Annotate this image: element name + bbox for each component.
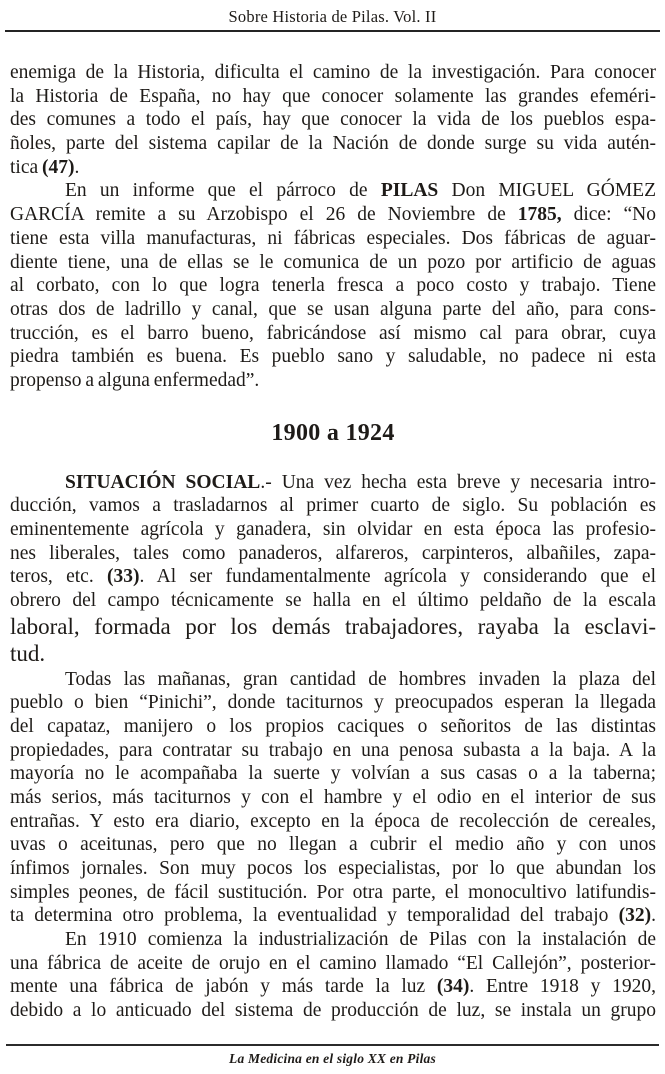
text-line (10, 589, 656, 613)
body-text: pueblo o bien “Pinichi”, donde taciturnos y preocupados esperan la llegada (10, 692, 656, 714)
text-line (10, 810, 656, 834)
text-line (10, 691, 656, 715)
body-text: diente tiene, una de ellas se le comunica de un pozo por artificio de aguas (10, 251, 656, 273)
body-text: eminentemente agrícola y ganadera, sin olvidar en esta época las profesio- (10, 519, 656, 540)
running-footer-caption: La Medicina en el siglo XX en Pilas (229, 1051, 436, 1066)
text-line (10, 251, 656, 275)
text-line (10, 668, 656, 692)
body-text: ñoles, parte del sistema capilar de la Nación de donde surge su vida autén- (10, 133, 656, 155)
running-header-title: Sobre Historia de Pilas. Vol. II (228, 7, 437, 26)
body-text: teros, etc. (10, 566, 108, 588)
paragraph (10, 668, 656, 929)
body-text: dice: “No (561, 204, 656, 226)
body-text: del capataz, manijero o los propios caciques o señoritos de las distintas (10, 715, 656, 737)
text-line (10, 108, 656, 132)
body-text: En 1910 comienza la industrialización de Pilas con la instalación de (65, 929, 656, 951)
text-line (10, 640, 656, 667)
body-text: otras dos de ladrillo y canal, que se usan alguna parte del año, para cons- (10, 298, 656, 320)
body-text: uvas o aceitunas, pero que no llegan a cubrir el medio año y con unos (10, 834, 656, 856)
paragraph (10, 928, 656, 1023)
body-text: una fábrica de aceite de orujo en el camino llamado “El Callejón”, posterior- (10, 952, 656, 974)
body-text: des comunes a todo el país, hay que conocer la vida de los pueblos espa- (10, 109, 656, 131)
body-text: ínfimos jornales. Son muy pocos los especialistas, por lo que abundan los (10, 858, 656, 880)
body-text: . (651, 905, 656, 927)
text-line (10, 904, 656, 928)
bold-text: (32) (618, 905, 652, 927)
body-text: .- Una vez hecha esta breve y necesaria intro- (260, 471, 656, 493)
body-text: propiedades, para contratar su trabajo en una penosa subasta a la baja. A la (10, 739, 656, 761)
text-line (10, 156, 656, 180)
bold-text: (34) (436, 976, 470, 998)
text-line (10, 274, 656, 298)
text-line (10, 715, 656, 739)
body-text: más serios, más taciturnos y con el hambre y el odio en el interior de sus (10, 786, 656, 808)
text-line (10, 179, 656, 203)
body-text: En un informe que el párroco de (65, 180, 381, 202)
text-line (10, 999, 656, 1023)
text-line (10, 85, 656, 109)
body-text: enemiga de la Historia, dificulta el camino de la investigación. Para conocer (10, 62, 656, 83)
bold-text: (33) (107, 566, 140, 588)
text-line (10, 132, 656, 156)
body-text: ta determina otro problema, la eventualidad y temporalidad del trabajo (10, 905, 619, 927)
text-line (10, 881, 656, 905)
text-line (10, 471, 656, 495)
body-text: . Al ser fundamentalmente agrícola y considerando que el (139, 566, 656, 588)
body-text: al corbato, con lo que logra tenerla fresca a poco costo y trabajo. Tiene (10, 275, 656, 297)
text-line (10, 322, 656, 346)
text-line (10, 565, 656, 589)
bold-text: (47) (42, 156, 75, 178)
paragraph (10, 179, 656, 392)
body-text: ducción, vamos a trasladarnos al primer cuarto de siglo. Su población es (10, 495, 656, 517)
text-line (10, 203, 656, 227)
body-text: tiene esta villa manufacturas, ni fábricas especiales. Dos fábricas de aguar- (10, 227, 656, 249)
paragraph (10, 471, 656, 668)
text-line (10, 975, 656, 999)
section-heading: 1900 a 1924 (271, 419, 395, 446)
body-text: tica (10, 156, 43, 178)
text-line (10, 227, 656, 251)
body-text: GARCÍA remite a su Arzobispo el 26 de Noviembre de (10, 204, 518, 226)
body-text: . Entre 1918 y 1920, (469, 976, 656, 998)
text-line (10, 952, 656, 976)
body-text: propenso a alguna enfermedad”. (10, 369, 260, 391)
body-text: nes liberales, tales como panaderos, alfareros, carpinteros, albañiles, zapa- (10, 542, 656, 564)
text-line (10, 345, 656, 369)
text-line (10, 518, 656, 542)
body-text: piedra también es buena. Es pueblo sano y saludable, no padece ni esta (10, 346, 656, 368)
body-text: Don MIGUEL GÓMEZ (438, 180, 656, 202)
text-line (10, 833, 656, 857)
text-line (10, 928, 656, 952)
body-text: la Historia de España, no hay que conocer solamente las grandes efeméri- (10, 85, 656, 107)
body-text: simples peones, de fácil sustitución. Por otra parte, el monocultivo latifundis- (10, 881, 656, 903)
text-line (10, 613, 656, 640)
text-line (10, 857, 656, 881)
body-text: debido a lo anticuado del sistema de producción de luz, se instala un grupo (10, 1000, 656, 1022)
text-line (10, 369, 656, 393)
body-text: trucción, es el barro bueno, fabricándose así mismo cal para obrar, cuya (10, 322, 656, 344)
body-text: entrañas. Y esto era diario, excepto en la época de recolección de cereales, (10, 810, 656, 832)
bold-text: PILAS (380, 180, 439, 202)
paragraph (10, 61, 656, 179)
body-text: Todas las mañanas, gran cantidad de hombres invaden la plaza del (65, 668, 656, 690)
running-footer (6, 1044, 659, 1068)
text-line (10, 494, 656, 518)
bold-text: 1785, (517, 204, 562, 226)
body-text: . (74, 156, 80, 178)
body-text: laboral, formada por los demás trabajadores, rayaba la esclavi- (10, 613, 656, 639)
body-text: mente una fábrica de jabón y más tarde la luz (10, 976, 437, 998)
body-text: mayoría no le acompañaba la suerte y volvían a sus casas o a la taberna; (10, 763, 656, 785)
text-line (10, 61, 656, 85)
text-line (10, 298, 656, 322)
body-text: obrero del campo técnicamente se halla en el último peldaño de la escala (10, 590, 656, 612)
running-header (5, 0, 660, 32)
bold-text: SITUACIÓN SOCIAL (65, 471, 261, 493)
text-line (10, 739, 656, 763)
page-body (10, 61, 656, 1023)
text-line (10, 762, 656, 786)
body-text: tud. (10, 641, 46, 667)
text-line (10, 786, 656, 810)
text-line (10, 542, 656, 566)
